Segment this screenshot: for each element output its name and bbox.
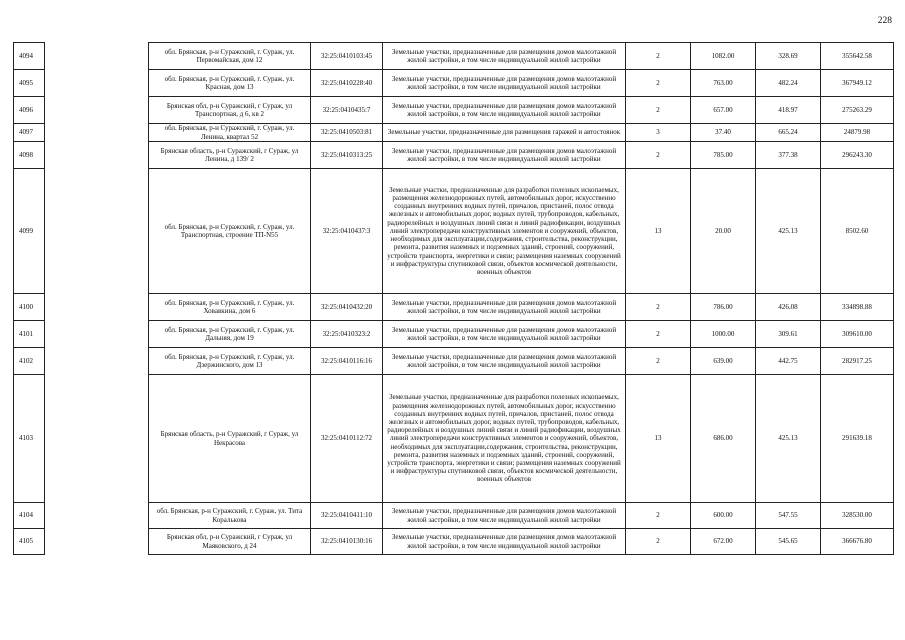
group-cell: 13: [626, 375, 691, 503]
group-cell: 2: [626, 142, 691, 169]
address-cell: Брянская обл, р-н Суражский, г Сураж, ул Маяковского, д 24: [149, 529, 311, 555]
row-number: 4098: [14, 142, 45, 169]
spacer-cell: [45, 375, 149, 503]
area-cell: 20.00: [691, 169, 756, 294]
spacer-cell: [45, 321, 149, 348]
spacer-cell: [45, 124, 149, 142]
table-row: [14, 503, 894, 529]
area-cell: 763.00: [691, 70, 756, 97]
address-cell: обл. Брянская, р-н Суражский, г. Сураж, ул. Ховавкина, дом 6: [149, 294, 311, 321]
land-use-cell: Земельные участки, предназначенные для размещения гаражей и автостоянок: [383, 124, 626, 142]
area-cell: 37.40: [691, 124, 756, 142]
row-number: 4095: [14, 70, 45, 97]
spacer-cell: [45, 529, 149, 555]
spacer-cell: [45, 169, 149, 294]
land-use-cell: Земельные участки, предназначенные для размещения домов малоэтажной жилой застройки, в том числе индивидуальной жилой застройки: [383, 70, 626, 97]
land-use-cell: Земельные участки, предназначенные для размещения домов малоэтажной жилой застройки, в том числе индивидуальной жилой застройки: [383, 529, 626, 555]
cadastral-number-cell: 32:25:0410116:16: [311, 348, 383, 375]
address-cell: обл. Брянская, р-н Суражский, г. Сураж, ул. Тита Коралькова: [149, 503, 311, 529]
cost-cell: 367949.12: [821, 70, 894, 97]
table-row: [14, 142, 894, 169]
row-number: 4101: [14, 321, 45, 348]
area-cell: 672.00: [691, 529, 756, 555]
rate-cell: 426.08: [756, 294, 821, 321]
cost-cell: 291639.18: [821, 375, 894, 503]
row-number: 4097: [14, 124, 45, 142]
table-row: [14, 375, 894, 503]
group-cell: 2: [626, 294, 691, 321]
table-row: [14, 294, 894, 321]
land-use-cell: Земельные участки, предназначенные для размещения домов малоэтажной жилой застройки, в том числе индивидуальной жилой застройки: [383, 503, 626, 529]
land-use-cell: Земельные участки, предназначенные для размещения домов малоэтажной жилой застройки, в том числе индивидуальной жилой застройки: [383, 142, 626, 169]
spacer-cell: [45, 348, 149, 375]
cost-cell: 275263.29: [821, 97, 894, 124]
table-row: [14, 348, 894, 375]
cadastral-number-cell: 32:25:0410130:16: [311, 529, 383, 555]
area-cell: 1000.00: [691, 321, 756, 348]
cost-cell: 334898.88: [821, 294, 894, 321]
land-use-cell: Земельные участки, предназначенные для размещения домов малоэтажной жилой застройки, в том числе индивидуальной жилой застройки: [383, 321, 626, 348]
group-cell: 2: [626, 70, 691, 97]
row-number: 4094: [14, 43, 45, 70]
row-number: 4104: [14, 503, 45, 529]
table-row: [14, 124, 894, 142]
area-cell: 657.00: [691, 97, 756, 124]
table-row: [14, 169, 894, 294]
cadastral-number-cell: 32:25:0410437:3: [311, 169, 383, 294]
cadastral-number-cell: 32:25:0410323:2: [311, 321, 383, 348]
cost-cell: 296243.30: [821, 142, 894, 169]
group-cell: 2: [626, 321, 691, 348]
area-cell: 1082.00: [691, 43, 756, 70]
land-use-cell: Земельные участки, предназначенные для разработки полезных ископаемых, размещения железнодорожных путей, автомобильных дорог, искусственно созданных внутренних водных путей, причалов, пристаней, полос отвода железных и автомобильных дорог, водных путей, трубопроводов, кабельных, радиорелейных и воздушных линий связи и линий радиофикации, воздушных линий электропередачи конструктивных элементов и сооружений, объектов, необходимых для эксплуатации,содержания, строительства, реконструкции, ремонта, развития наземных и подземных зданий, строений, сооружений, устройств транспорта, энергетики и связи; размещения наземных сооружений и инфраструктуры спутниковой связи, объектов космической деятельности, военных объектов: [383, 169, 626, 294]
row-number: 4096: [14, 97, 45, 124]
address-cell: Брянская область, р-н Суражский, г Сураж, ул Некрасова: [149, 375, 311, 503]
cost-cell: 355642.58: [821, 43, 894, 70]
rate-cell: 442.75: [756, 348, 821, 375]
rate-cell: 425.13: [756, 169, 821, 294]
spacer-cell: [45, 142, 149, 169]
table-row: [14, 529, 894, 555]
cadastral-number-cell: 32:25:0410228:40: [311, 70, 383, 97]
page-number: 228: [877, 16, 892, 26]
group-cell: 13: [626, 169, 691, 294]
spacer-cell: [45, 97, 149, 124]
row-number: 4102: [14, 348, 45, 375]
row-number: 4100: [14, 294, 45, 321]
row-number: 4105: [14, 529, 45, 555]
cost-cell: 8502.60: [821, 169, 894, 294]
spacer-cell: [45, 43, 149, 70]
rate-cell: 418.97: [756, 97, 821, 124]
address-cell: обл. Брянская, р-н Суражский, г. Сураж, ул. Дзержинского, дом 13: [149, 348, 311, 375]
address-cell: обл. Брянская, р-н Суражский, г. Сураж, ул. Дальняя, дом 19: [149, 321, 311, 348]
address-cell: обл. Брянская, р-н Суражский, г. Сураж, ул. Красная, дом 13: [149, 70, 311, 97]
cost-cell: 366676.80: [821, 529, 894, 555]
land-use-cell: Земельные участки, предназначенные для размещения домов малоэтажной жилой застройки, в том числе индивидуальной жилой застройки: [383, 97, 626, 124]
group-cell: 2: [626, 348, 691, 375]
rate-cell: 309.61: [756, 321, 821, 348]
table-body: [14, 43, 894, 555]
rate-cell: 482.24: [756, 70, 821, 97]
row-number: 4103: [14, 375, 45, 503]
area-cell: 786.00: [691, 294, 756, 321]
area-cell: 785.00: [691, 142, 756, 169]
cadastral-number-cell: 32:25:0410112:72: [311, 375, 383, 503]
land-plot-table: [13, 42, 894, 555]
row-number: 4099: [14, 169, 45, 294]
cadastral-number-cell: 32:25:0410411:10: [311, 503, 383, 529]
rate-cell: 545.65: [756, 529, 821, 555]
cost-cell: 282917.25: [821, 348, 894, 375]
group-cell: 2: [626, 529, 691, 555]
area-cell: 639.00: [691, 348, 756, 375]
address-cell: Брянская область, р-н Суражский, г Сураж, ул Ленина, д 139/ 2: [149, 142, 311, 169]
cadastral-number-cell: 32:25:0410432:20: [311, 294, 383, 321]
land-use-cell: Земельные участки, предназначенные для разработки полезных ископаемых, размещения железнодорожных путей, автомобильных дорог, искусственно созданных внутренних водных путей, причалов, пристаней, полос отвода железных и автомобильных дорог, водных путей, трубопроводов, кабельных, радиорелейных и воздушных линий связи и линий радиофикации, воздушных линий электропередачи конструктивных элементов и сооружений, объектов, необходимых для эксплуатации,содержания, строительства, реконструкции, ремонта, развития наземных и подземных зданий, строений, сооружений, устройств транспорта, энергетики и связи; размещения наземных сооружений и инфраструктуры спутниковой связи, объектов космической деятельности, военных объектов: [383, 375, 626, 503]
group-cell: 2: [626, 97, 691, 124]
table-row: [14, 43, 894, 70]
spacer-cell: [45, 503, 149, 529]
table-row: [14, 70, 894, 97]
cadastral-number-cell: 32:25:0410313:25: [311, 142, 383, 169]
group-cell: 2: [626, 503, 691, 529]
rate-cell: 547.55: [756, 503, 821, 529]
rate-cell: 425.13: [756, 375, 821, 503]
land-use-cell: Земельные участки, предназначенные для размещения домов малоэтажной жилой застройки, в том числе индивидуальной жилой застройки: [383, 294, 626, 321]
address-cell: обл. Брянская, р-н Суражский, г. Сураж, ул. Первомайская, дом 12: [149, 43, 311, 70]
rate-cell: 665.24: [756, 124, 821, 142]
cost-cell: 309610.00: [821, 321, 894, 348]
rate-cell: 328.69: [756, 43, 821, 70]
address-cell: обл. Брянская, р-н Суражский, г. Сураж, ул. Транспортная, строение ТП-N55: [149, 169, 311, 294]
land-use-cell: Земельные участки, предназначенные для размещения домов малоэтажной жилой застройки, в том числе индивидуальной жилой застройки: [383, 43, 626, 70]
spacer-cell: [45, 70, 149, 97]
area-cell: 600.00: [691, 503, 756, 529]
address-cell: обл. Брянская, р-н Суражский, г. Сураж, ул. Ленина, квартал 52: [149, 124, 311, 142]
land-use-cell: Земельные участки, предназначенные для размещения домов малоэтажной жилой застройки, в том числе индивидуальной жилой застройки: [383, 348, 626, 375]
group-cell: 3: [626, 124, 691, 142]
cadastral-number-cell: 32:25:0410103:45: [311, 43, 383, 70]
group-cell: 2: [626, 43, 691, 70]
spacer-cell: [45, 294, 149, 321]
area-cell: 686.00: [691, 375, 756, 503]
rate-cell: 377.38: [756, 142, 821, 169]
cadastral-number-cell: 32:25:0410503:81: [311, 124, 383, 142]
table-row: [14, 321, 894, 348]
address-cell: Брянская обл, р-н Суражский, г Сураж, ул Транспортная, д 6, кв 2: [149, 97, 311, 124]
cadastral-number-cell: 32:25:0410435:7: [311, 97, 383, 124]
table-row: [14, 97, 894, 124]
cost-cell: 24879.98: [821, 124, 894, 142]
cost-cell: 328530.00: [821, 503, 894, 529]
